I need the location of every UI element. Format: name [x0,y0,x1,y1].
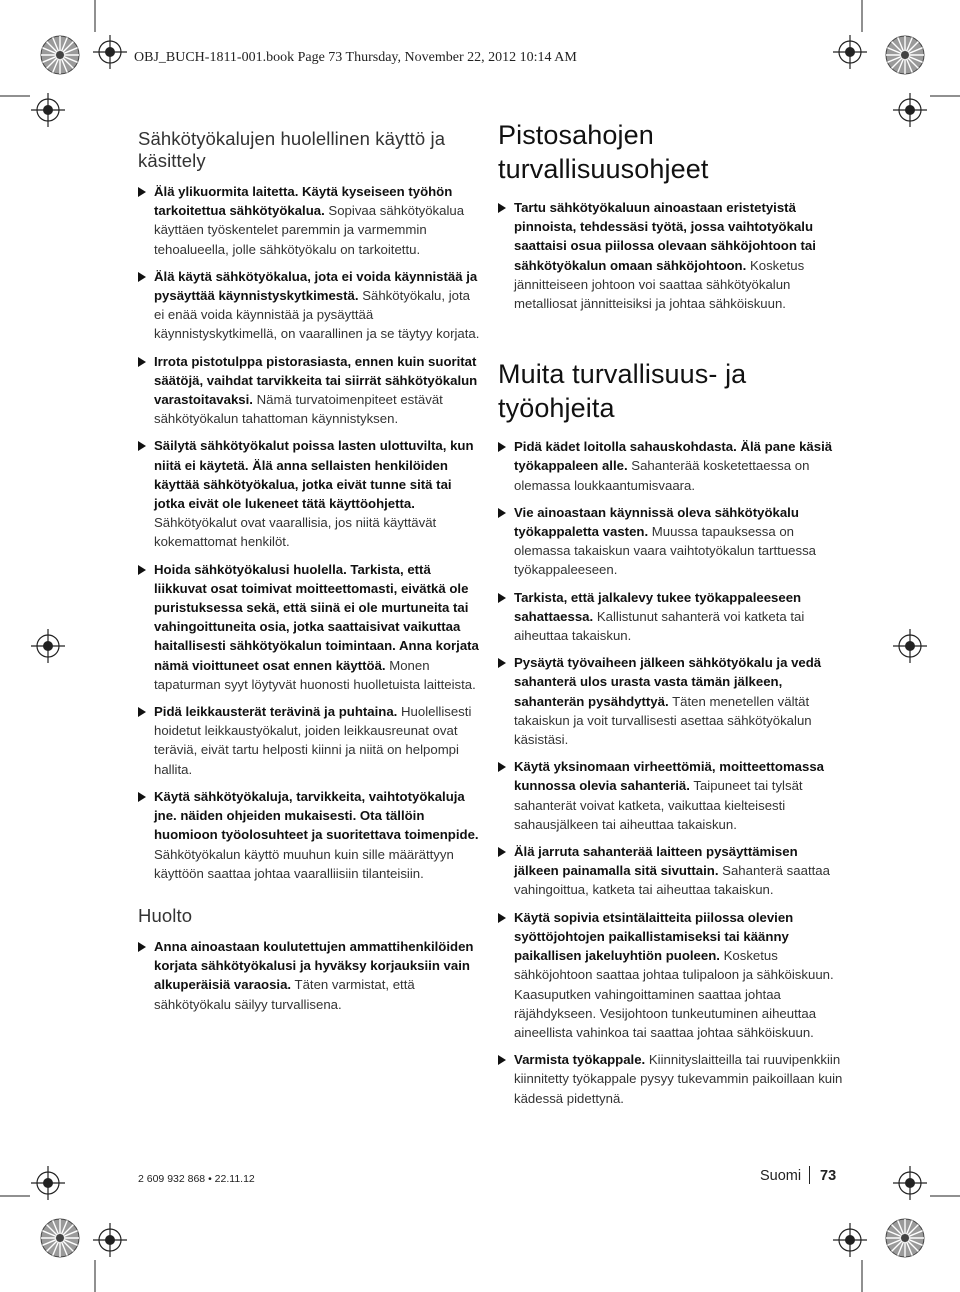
list-item [138,182,483,259]
item-body-text: Kosketus sähköjohtoon saattaa johtaa tulipaloon ja sähköiskuun. Kaasuputken vahingoittaminen saattaa johtaa räjähdykseen. Vesijohtoon tunkeutuminen aiheuttaa aineellista vahinkoa tai saattaa johtaa sähköiskuun. [514,948,834,1040]
item-bold-text: Älä jarruta sahanterää laitteen pysäyttämisen jälkeen painamalla sitä sivuttain. [514,844,798,879]
item-body-text: Kallistunut sahanterä voi katketa tai aiheuttaa takaiskun. [514,608,805,644]
document-code: 2 609 932 868 • 22.11.12 [138,1173,255,1185]
footer-divider [809,1166,810,1184]
list-item [138,352,483,429]
item-body-text: Sähkötyökalu, jota ei enää voida käynnistää ja pysäyttää käynnistyskytkimellä, on vaarallinen ja se täytyy korjata. [154,288,480,342]
list-item [498,588,843,646]
list-item [138,937,483,1014]
list-item [498,908,843,1042]
item-bold-text: Irrota pistotulppa pistorasiasta, ennen kuin suoritat säätöjä, vaihdat tarvikkeita tai siirrät sähkötyökalun varastoitavaksi. [154,353,478,408]
bullet-arrow-icon [498,442,506,452]
bullet-arrow-icon [498,1055,506,1065]
item-bold-text: Vie ainoastaan käynnissä oleva sähkötyökalu työkappaletta vasten. [514,504,799,540]
item-body-text: Taipuneet tai tylsät sahanterät voivat katketa, vaikuttaa kielteisesti sahausjälkeen tai aiheuttaa takaiskun. [514,778,803,832]
service-list [138,937,483,1014]
item-bold-text: Pidä leikkausterät terävinä ja puhtaina. [154,704,398,720]
section-heading-handling: Sähkötyökalujen huolellinen käyttö ja käsittely [138,128,446,171]
item-bold-text: Hoida sähkötyökalusi huolella. Tarkista, että liikkuvat osat toimivat moitteettomasti, eivätkä ole puristuksessa sekä, että siinä ei ole murtuneita tai vahingoittuneita osia, jotka saattaisivat vaikuttaa haitallisesti sähkötyökalun toimintaan. Anna korjata nämä vioittuneet osat ennen käyttöä. [154,561,479,673]
item-body-text: Sähkötyökalun käyttö muuhun kuin sille määrättyyn käyttöön saattaa johtaa vaaralliisiin tilanteisiin. [154,846,454,881]
item-body-text: Kiinnityslaitteilla tai ruuvipenkkiin kiinnitetty työkappale pysyy tukevammin paikoillaan kuin kädessä pidettynä. [514,1052,843,1106]
item-body-text: Sahanterää kosketettaessa on olemassa loukkaantumisvaara. [514,458,810,493]
bullet-arrow-icon [498,508,506,518]
bullet-arrow-icon [498,913,506,923]
item-bold-text: Tarkista, että jalkalevy tukee työkappaleeseen sahattaessa. [514,589,802,624]
list-item [498,437,843,495]
item-bold-text: Säilytä sähkötyökalut poissa lasten ulottuvilta, kun niitä ei käytetä. Älä anna sellaisten henkilöiden käyttää sähkötyökalua, jotka eivät tunne sitä tai jotka eivät ole lukeneet tätä käyttöohjetta. [154,438,474,512]
item-body-text: Kosketus jännitteiseen johtoon voi saattaa sähkötyökalun metalliosat jännitteisiksi ja johtaa sähköiskuun. [514,257,805,312]
list-item [498,842,843,900]
item-body-text: Täten varmistat, että sähkötyökalu säilyy turvallisena. [154,977,415,1012]
item-body-text: Täten menetellen vältät takaiskun ja voit turvallisesti asettaa sähkötyökalun käsistäsi. [514,693,812,748]
item-body-text: Sahanterä saattaa vahingoittua, katketa tai aiheuttaa takaiskun. [514,863,830,898]
item-bold-text: Anna ainoastaan koulutettujen ammattihenkilöiden korjata sähkötyökalusi ja hyväksy korjauksiin vain alkuperäisiä varaosia. [154,938,474,993]
item-body-text: Sopivaa sähkötyökalua käyttäen työskentelet paremmin ja varmemmin tehoalueella, jolle sähkötyökalu on tarkoitettu. [154,203,465,257]
section-heading-other-safety: Muita turvallisuus- ja työohjeita [498,359,747,424]
bullet-arrow-icon [138,187,146,197]
item-bold-text: Pysäytä työvaiheen jälkeen sähkötyökalu ja vedä sahanterä ulos urasta vasta tämän jälkeen, sahanterän pysähdyttyä. [514,655,822,709]
item-body-text: Monen tapaturman syyt löytyvät huonosti huolletuista laitteista. [154,657,476,692]
item-bold-text: Käytä yksinomaan virheettömiä, moitteettomassa kunnossa olevia sahanteriä. [514,759,825,794]
bullet-arrow-icon [138,272,146,282]
item-body-text: Huolellisesti hoidetut leikkaustyökalut, joiden leikkausreunat ovat teräviä, eivät tartu helposti kiinni ja niitä on helpompi hallita. [154,704,472,777]
bullet-arrow-icon [138,707,146,717]
right-column [498,118,843,1116]
bullet-arrow-icon [138,357,146,367]
item-bold-text: Tartu sähkötyökaluun ainoastaan eristetyistä pinnoista, tehdessäsi työtä, jossa vaihtotyökalu saattaisi osua piilossa olevaan sähköjohtoon tai sähkötyökalun omaan sähköjohtoon. [514,200,816,273]
list-item [498,198,843,313]
bullet-arrow-icon [498,658,506,668]
left-column [138,128,483,1022]
list-item [138,702,483,779]
item-body-text: Muussa tapauksessa on olemassa takaiskun vaara vaihtotyökalun tarttuessa työkappaleeseen. [514,524,817,578]
bullet-arrow-icon [498,847,506,857]
handling-list [138,182,483,883]
item-bold-text: Älä ylikuormita laitetta. Käytä kyseiseen työhön tarkoitettua sähkötyökalua. [154,184,453,219]
list-item [138,787,483,883]
item-bold-text: Pidä kädet loitolla sahauskohdasta. Älä pane käsiä työkappaleen alle. [514,439,833,474]
item-bold-text: Käytä sopivia etsintälaitteita piilossa olevien syöttöjohtojen paikallistamiseksi tai käänny paikallisen jakeluyhtiön puoleen. [514,909,794,964]
list-item [138,436,483,551]
print-slug: OBJ_BUCH-1811-001.book Page 73 Thursday, November 22, 2012 10:14 AM [134,50,577,65]
item-bold-text: Käytä sähkötyökaluja, tarvikkeita, vaihtotyökaluja jne. näiden ohjeiden mukaisesti. Ota tällöin huomioon työolosuhteet ja suoritettava toimenpide. [154,788,479,843]
item-bold-text: Älä käytä sähkötyökalua, jota ei voida käynnistää ja pysäyttää käynnistyskytkimestä. [154,268,478,304]
list-item [498,757,843,834]
bullet-arrow-icon [498,203,506,213]
other-safety-list [498,437,843,1108]
section-heading-service: Huolto [138,904,193,926]
page-number: 73 [820,1168,837,1184]
bullet-arrow-icon [138,942,146,952]
bullet-arrow-icon [138,792,146,802]
item-body-text: Sähkötyökalut ovat vaarallisia, jos niitä käyttävät kokemattomat henkilöt. [154,515,437,550]
jigsaw-safety-list [498,198,843,313]
bullet-arrow-icon [498,762,506,772]
bullet-arrow-icon [138,441,146,451]
language-label: Suomi [760,1168,802,1184]
bullet-arrow-icon [138,565,146,575]
item-body-text: Nämä turvatoimenpiteet estävät sähkötyökalun tahattoman käynnistyksen. [154,392,443,427]
section-heading-jigsaw-safety: Pistosahojen turvallisuusohjeet [498,120,709,184]
list-item [498,503,843,580]
list-item [498,1050,843,1108]
list-item [138,560,483,694]
list-item [498,653,843,749]
bullet-arrow-icon [498,593,506,603]
list-item [138,267,483,344]
item-bold-text: Varmista työkappale. [514,1052,646,1068]
